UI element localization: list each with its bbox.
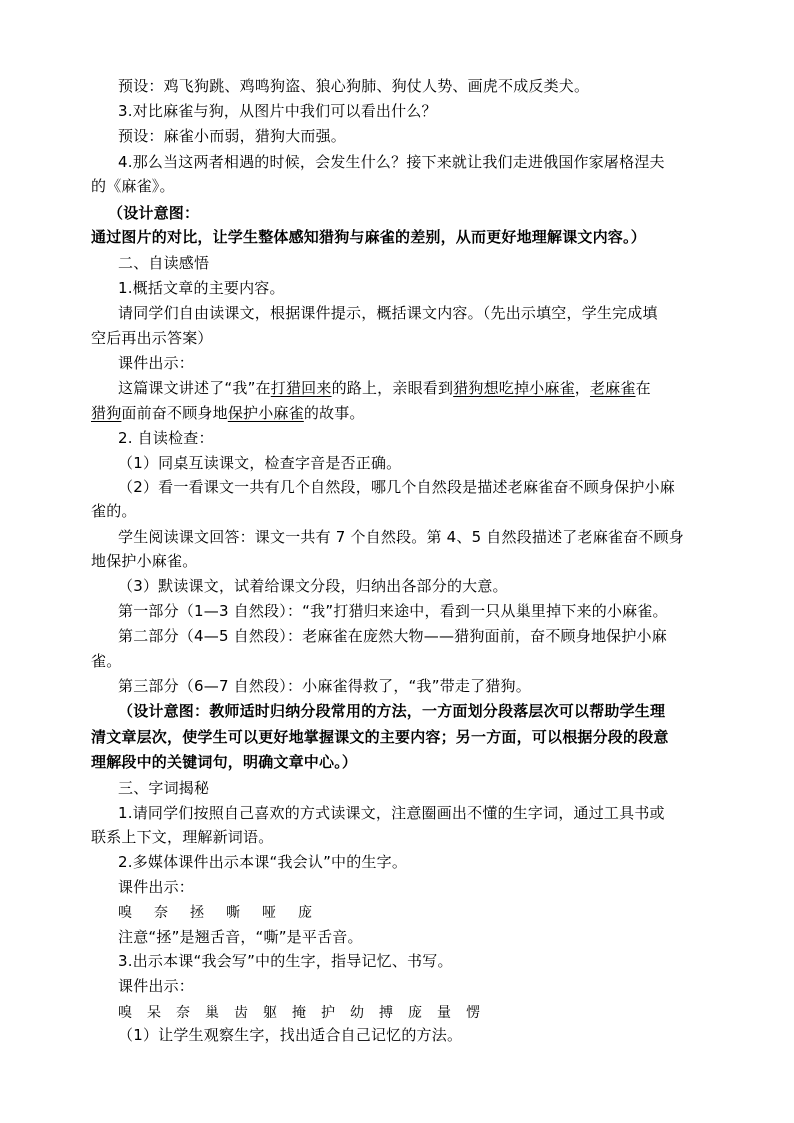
summary-text: 在 — [635, 379, 651, 397]
design-intent-label: （设计意图： — [108, 204, 200, 222]
preset-idioms: 预设：鸡飞狗跳、鸡鸣狗盗、狼心狗肺、狗仗人势、画虎不成反类犬。 — [118, 77, 590, 95]
summary-text: 这篇课文讲述了“我”在 — [118, 379, 271, 397]
question-4-line2: 的《麻雀》。 — [91, 177, 175, 195]
courseware-label-3: 课件出示： — [118, 977, 195, 995]
instruction-line1: 请同学们自由读课文，根据课件提示，概括课文内容。（先出示填空，学生完成填 — [118, 304, 658, 322]
check-item-1: （1）同桌互读课文，检查字音是否正确。 — [118, 454, 402, 472]
section-2-heading: 二、自读感悟 — [118, 254, 210, 272]
summary-blank: 打猎回来 — [270, 379, 332, 397]
character: 呆 — [147, 1005, 161, 1021]
summary-text: 的路上，亲眼看到 — [331, 379, 454, 397]
character: 搏 — [379, 1005, 393, 1021]
section-3-heading: 三、字词揭秘 — [118, 779, 210, 797]
summary-text: ， — [574, 379, 590, 397]
character: 奈 — [154, 905, 168, 921]
character: 庞 — [408, 1005, 422, 1021]
design-intent-2-line3: 理解段中的关键词句，明确文章中心。） — [91, 753, 358, 771]
instruction-line2: 空后再出示答案） — [91, 329, 213, 347]
character: 巢 — [205, 1005, 219, 1021]
vocab-task-1-line1: 1.请同学们按照自己喜欢的方式读课文，注意圈画出不懂的生字词，通过工具书或 — [118, 804, 665, 822]
task-summarize: 1.概括文章的主要内容。 — [118, 279, 285, 297]
preset-answer: 预设：麻雀小而弱，猎狗大而强。 — [118, 127, 347, 145]
part-1: 第一部分（1—3 自然段）：“我”打猎归来途中，看到一只从巢里掉下来的小麻雀。 — [118, 602, 668, 620]
character: 嗅 — [118, 1005, 132, 1021]
character: 嗅 — [118, 905, 132, 921]
courseware-label-2: 课件出示： — [118, 878, 195, 896]
summary-blank: 保护小麻雀 — [227, 404, 304, 422]
character: 愣 — [466, 1005, 480, 1021]
observe-characters: （1）让学生观察生字，找出适合自己记忆的方法。 — [118, 1026, 463, 1044]
character: 幼 — [350, 1005, 364, 1021]
vocab-task-2: 2.多媒体课件出示本课“我会认”中的生字。 — [118, 853, 408, 871]
character: 哑 — [262, 905, 276, 921]
summary-text: 面前奋不顾身地 — [121, 404, 228, 422]
character: 嘶 — [226, 905, 240, 921]
character: 躯 — [263, 1005, 277, 1021]
question-4-line1: 4.那么当这两者相遇的时候，会发生什么？接下来就让我们走进俄国作家屠格涅夫 — [118, 153, 665, 171]
question-3: 3.对比麻雀与狗，从图片中我们可以看出什么？ — [118, 102, 437, 120]
courseware-label-1: 课件出示： — [118, 354, 195, 372]
character: 齿 — [234, 1005, 248, 1021]
summary-line1 — [118, 378, 651, 398]
design-intent-2-line1: （设计意图：教师适时归纳分段常用的方法，一方面划分段落层次可以帮助学生理 — [118, 702, 666, 720]
part-2-line1: 第二部分（4—5 自然段）：老麻雀在庞然大物——猎狗面前，奋不顾身地保护小麻 — [118, 627, 667, 645]
character: 奈 — [176, 1005, 190, 1021]
student-answer-line1: 学生阅读课文回答：课文一共有 7 个自然段。第 4、5 自然段描述了老麻雀奋不顾身 — [118, 528, 684, 546]
vocab-task-3: 3.出示本课“我会写”中的生字，指导记忆、书写。 — [118, 952, 453, 970]
summary-blank: 猎狗想吃掉小麻雀 — [453, 379, 575, 397]
vocab-task-1-line2: 联系上下文，理解新词语。 — [91, 828, 274, 846]
summary-text: 的故事。 — [303, 404, 365, 422]
write-characters — [118, 1002, 495, 1023]
character: 量 — [437, 1005, 451, 1021]
character: 庞 — [298, 905, 312, 921]
summary-line2 — [91, 403, 365, 423]
design-intent-text: 通过图片的对比，让学生整体感知猎狗与麻雀的差别，从而更好地理解课文内容。） — [91, 228, 646, 246]
part-3: 第三部分（6—7 自然段）：小麻雀得救了，“我”带走了猎狗。 — [118, 677, 531, 695]
summary-blank: 老麻雀 — [589, 379, 636, 397]
recognize-characters — [118, 902, 334, 923]
check-item-2-line1: （2）看一看课文一共有几个自然段，哪几个自然段是描述老麻雀奋不顾身保护小麻 — [118, 478, 675, 496]
check-item-2-line2: 雀的。 — [91, 502, 137, 520]
design-intent-2-line2: 清文章层次，使学生可以更好地掌握课文的主要内容；另一方面，可以根据分段的段意 — [91, 728, 669, 746]
check-item-3: （3）默读课文，试着给课文分段，归纳出各部分的大意。 — [118, 577, 508, 595]
self-check-heading: 2. 自读检查： — [118, 429, 214, 447]
part-2-line2: 雀。 — [91, 652, 122, 670]
student-answer-line2: 地保护小麻雀。 — [91, 552, 198, 570]
character: 掩 — [292, 1005, 306, 1021]
pronunciation-note: 注意“拯”是翘舌音，“嘶”是平舌音。 — [118, 928, 363, 946]
character: 拯 — [190, 905, 204, 921]
summary-blank: 猎狗 — [91, 404, 122, 422]
character: 护 — [321, 1005, 335, 1021]
